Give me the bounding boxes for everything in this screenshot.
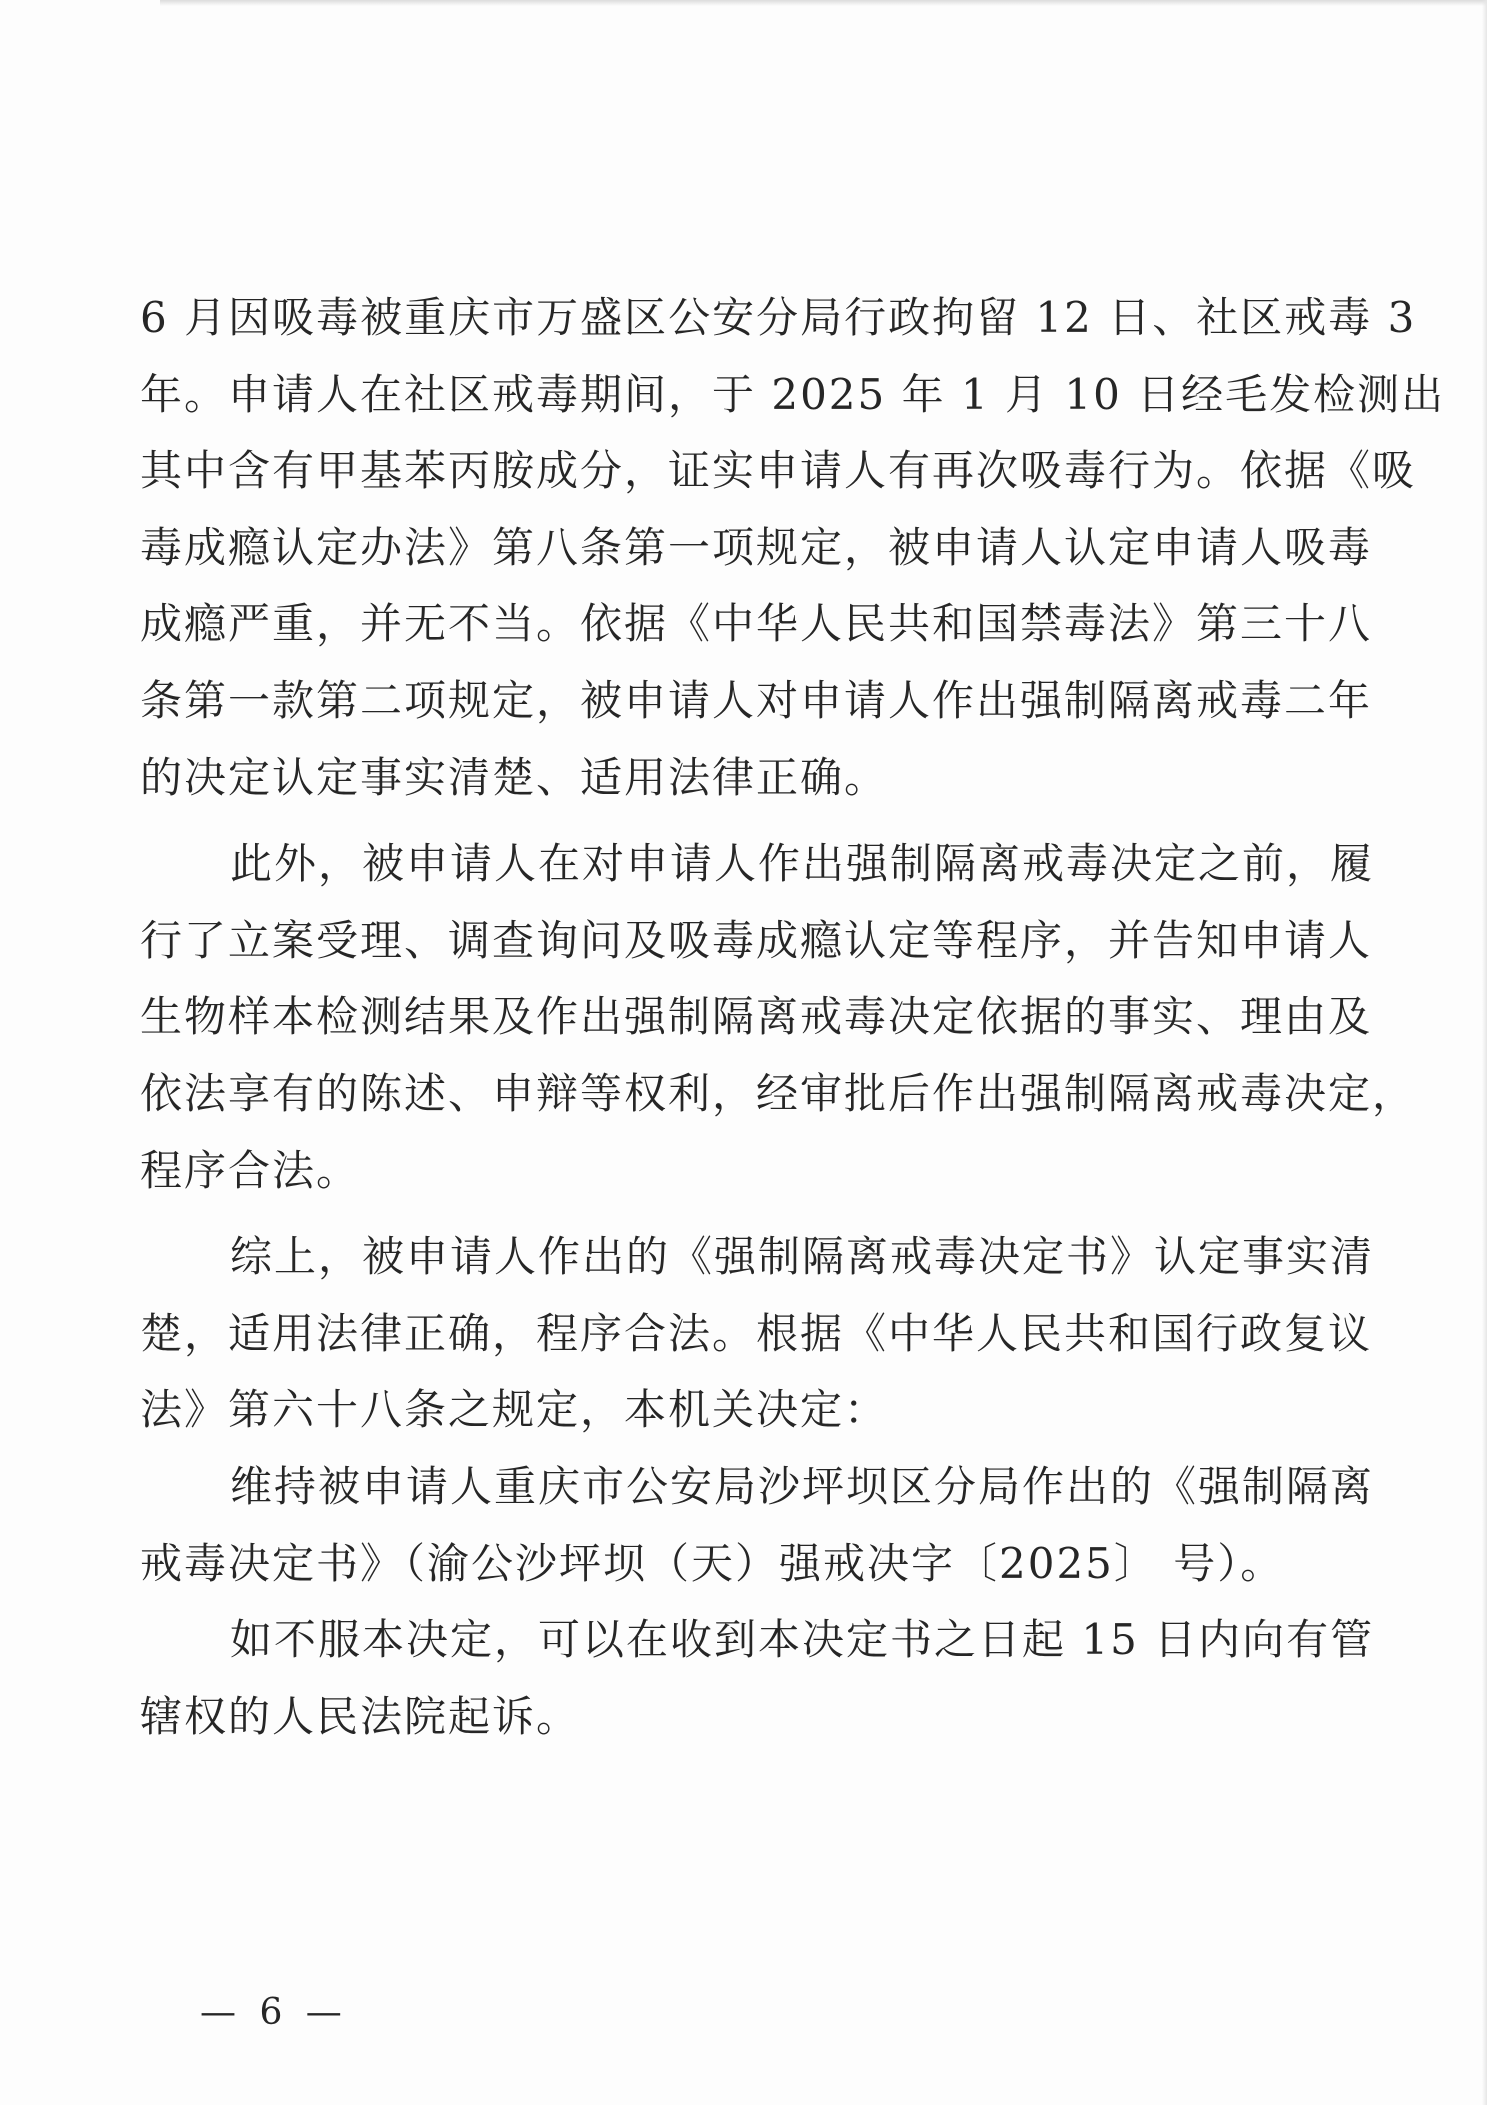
paragraph-first-line: 综上，被申请人作出的《强制隔离戒毒决定书》认定事实清 bbox=[230, 1232, 1375, 1282]
text-line: 辖权的人民法院起诉。 bbox=[140, 1691, 581, 1741]
text-line: 法》第六十八条之规定，本机关决定： bbox=[140, 1385, 889, 1435]
scan-edge-shadow bbox=[160, 0, 1487, 6]
paragraph-first-line: 维持被申请人重庆市公安局沙坪坝区分局作出的《强制隔离 bbox=[230, 1461, 1375, 1511]
text-line: 年。申请人在社区戒毒期间，于 2025 年 1 月 10 日经毛发检测出 bbox=[140, 369, 1446, 419]
text-line: 依法享有的陈述、申辩等权利，经审批后作出强制隔离戒毒决定， bbox=[140, 1068, 1417, 1118]
text-line: 程序合法。 bbox=[140, 1145, 361, 1195]
scan-edge-shadow-right bbox=[1482, 0, 1487, 2105]
text-line: 条第一款第二项规定，被申请人对申请人作出强制隔离戒毒二年 bbox=[140, 675, 1373, 725]
text-line: 其中含有甲基苯丙胺成分，证实申请人有再次吸毒行为。依据《吸 bbox=[140, 446, 1417, 496]
paragraph-first-line: 此外，被申请人在对申请人作出强制隔离戒毒决定之前，履 bbox=[230, 839, 1375, 889]
page-number: — 6 — bbox=[200, 1992, 348, 2033]
text-line: 毒成瘾认定办法》第八条第一项规定，被申请人认定申请人吸毒 bbox=[140, 522, 1373, 572]
document-body bbox=[140, 280, 1446, 1755]
text-line: 楚，适用法律正确，程序合法。根据《中华人民共和国行政复议 bbox=[140, 1308, 1373, 1358]
text-line: 成瘾严重，并无不当。依据《中华人民共和国禁毒法》第三十八 bbox=[140, 599, 1373, 649]
paragraph-first-line: 如不服本决定，可以在收到本决定书之日起 15 日内向有管 bbox=[230, 1615, 1375, 1665]
text-line: 行了立案受理、调查询问及吸毒成瘾认定等程序，并告知申请人 bbox=[140, 915, 1373, 965]
text-line: 戒毒决定书》（渝公沙坪坝（天）强戒决字〔2025〕 号）。 bbox=[140, 1538, 1285, 1588]
text-line: 生物样本检测结果及作出强制隔离戒毒决定依据的事实、理由及 bbox=[140, 992, 1373, 1042]
text-line: 6 月因吸毒被重庆市万盛区公安分局行政拘留 12 日、社区戒毒 3 bbox=[140, 293, 1417, 342]
text-line: 的决定认定事实清楚、适用法律正确。 bbox=[140, 752, 889, 802]
